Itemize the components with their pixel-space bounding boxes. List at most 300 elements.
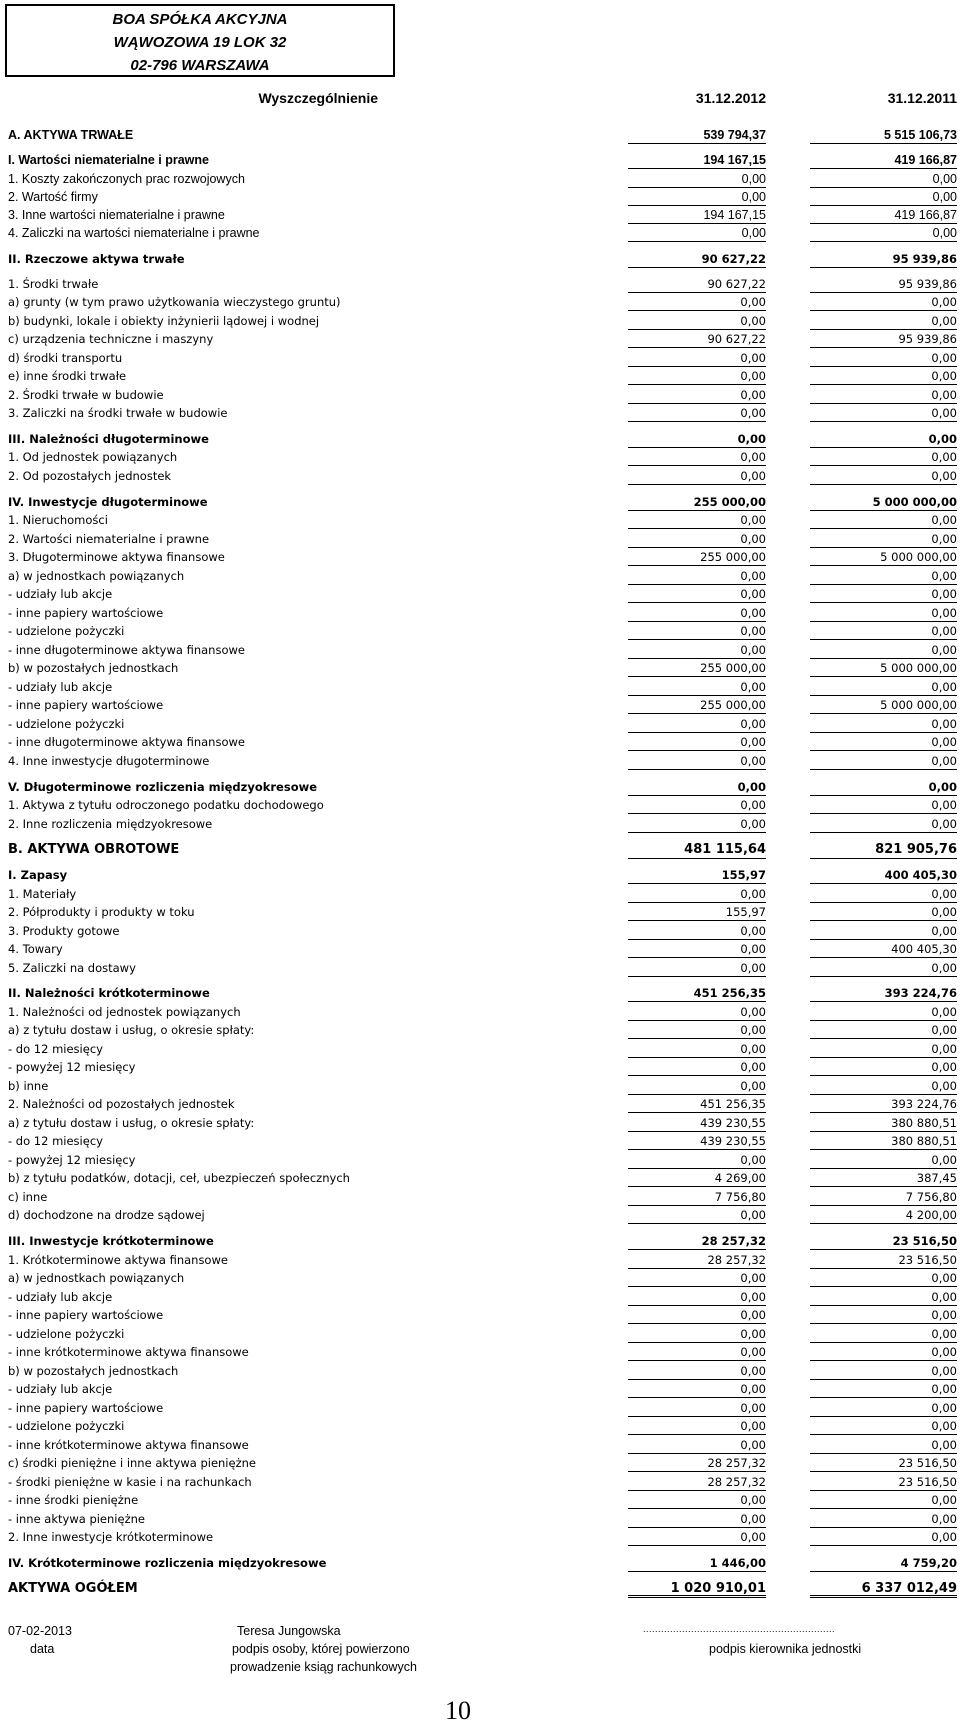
signature-head-line: ................................................................ (643, 1624, 836, 1634)
row-label: 1. Koszty zakończonych prac rozwojowych (8, 172, 245, 186)
column-header-2011: 31.12.2011 (887, 90, 957, 106)
row-value-2012: 0,00 (628, 752, 766, 770)
row-value-2012: 0,00 (628, 430, 766, 448)
row-value-2012: 0,00 (628, 1417, 766, 1435)
row-value-2011: 0,00 (810, 1417, 957, 1435)
row-value-2012: 1 020 910,01 (628, 1580, 766, 1598)
row-value-2011: 5 000 000,00 (810, 548, 957, 566)
row-value-2012: 0,00 (628, 467, 766, 485)
row-value-2011: 5 000 000,00 (810, 659, 957, 677)
row-label: III. Należności długoterminowe (8, 432, 209, 446)
table-row (0, 1454, 960, 1472)
table-row (0, 866, 960, 884)
row-label: 2. Środki trwałe w budowie (8, 388, 164, 402)
table-row (0, 567, 960, 585)
table-row (0, 1077, 960, 1095)
row-value-2012: 0,00 (628, 885, 766, 903)
table-row (0, 696, 960, 714)
row-value-2012: 0,00 (628, 796, 766, 814)
row-value-2011: 0,00 (810, 448, 957, 466)
row-value-2011: 393 224,76 (810, 984, 957, 1002)
row-value-2012: 90 627,22 (628, 330, 766, 348)
row-value-2011: 95 939,86 (810, 275, 957, 293)
row-label: 2. Od pozostałych jednostek (8, 469, 172, 483)
table-row (0, 1306, 960, 1324)
table-row (0, 733, 960, 751)
table-row (0, 1169, 960, 1187)
row-label: - inne papiery wartościowe (8, 698, 164, 712)
row-value-2012: 0,00 (628, 511, 766, 529)
table-row (0, 1554, 960, 1572)
row-label: - inne długoterminowe aktywa finansowe (8, 643, 245, 657)
table-row (0, 349, 960, 367)
table-row (0, 922, 960, 940)
row-label: 4. Zaliczki na wartości niematerialne i prawne (8, 226, 260, 240)
row-value-2012: 0,00 (628, 1306, 766, 1324)
table-row (0, 493, 960, 511)
row-value-2012: 0,00 (628, 715, 766, 733)
row-value-2011: 0,00 (810, 1269, 957, 1287)
table-row (0, 188, 960, 206)
row-label: b) w pozostałych jednostkach (8, 1364, 179, 1378)
table-row (0, 984, 960, 1002)
table-row (0, 1095, 960, 1113)
row-value-2012: 4 269,00 (628, 1169, 766, 1187)
row-label: 3. Długoterminowe aktywa finansowe (8, 550, 225, 564)
row-value-2011: 0,00 (810, 511, 957, 529)
row-label: 1. Materiały (8, 887, 77, 901)
table-row (0, 841, 960, 859)
table-row (0, 250, 960, 268)
page-number: 10 (445, 1696, 471, 1725)
row-value-2011: 0,00 (810, 1058, 957, 1076)
table-row (0, 940, 960, 958)
table-row (0, 548, 960, 566)
row-value-2011: 0,00 (810, 530, 957, 548)
row-value-2011: 0,00 (810, 715, 957, 733)
row-label: - udzielone pożyczki (8, 624, 125, 638)
row-value-2012: 0,00 (628, 778, 766, 796)
row-label: - udziały lub akcje (8, 680, 113, 694)
table-row (0, 1343, 960, 1361)
table-row (0, 641, 960, 659)
row-label: 3. Zaliczki na środki trwałe w budowie (8, 406, 228, 420)
table-row (0, 1003, 960, 1021)
table-row (0, 1232, 960, 1250)
table-row (0, 1473, 960, 1491)
row-value-2011: 0,00 (810, 1491, 957, 1509)
row-value-2011: 821 905,76 (810, 841, 957, 859)
row-label: - inne krótkoterminowe aktywa finansowe (8, 1438, 249, 1452)
row-label: - udziały lub akcje (8, 1290, 113, 1304)
row-value-2012: 0,00 (628, 567, 766, 585)
row-label: 1. Krótkoterminowe aktywa finansowe (8, 1253, 228, 1267)
row-value-2012: 0,00 (628, 367, 766, 385)
row-label: b) budynki, lokale i obiekty inżynierii lądowej i wodnej (8, 314, 320, 328)
row-value-2012: 481 115,64 (628, 841, 766, 859)
table-row (0, 467, 960, 485)
row-label: a) grunty (w tym prawo użytkowania wieczystego gruntu) (8, 295, 341, 309)
row-value-2011: 0,00 (810, 622, 957, 640)
row-value-2012: 0,00 (628, 386, 766, 404)
row-label: - udzielone pożyczki (8, 1327, 125, 1341)
row-value-2012: 28 257,32 (628, 1232, 766, 1250)
row-value-2011: 419 166,87 (810, 151, 957, 169)
row-value-2011: 0,00 (810, 885, 957, 903)
row-value-2011: 0,00 (810, 959, 957, 977)
signature-preparer-label-1: podpis osoby, której powierzono (232, 1642, 410, 1656)
row-value-2011: 0,00 (810, 430, 957, 448)
table-row (0, 1269, 960, 1287)
row-value-2012: 0,00 (628, 622, 766, 640)
row-value-2012: 28 257,32 (628, 1473, 766, 1491)
row-value-2011: 23 516,50 (810, 1473, 957, 1491)
column-header-2012: 31.12.2012 (695, 90, 766, 106)
table-row (0, 367, 960, 385)
row-value-2012: 439 230,55 (628, 1132, 766, 1150)
table-row (0, 224, 960, 242)
row-value-2012: 28 257,32 (628, 1454, 766, 1472)
row-label: - inne papiery wartościowe (8, 1308, 164, 1322)
row-value-2011: 393 224,76 (810, 1095, 957, 1113)
row-value-2011: 0,00 (810, 903, 957, 921)
row-value-2011: 0,00 (810, 796, 957, 814)
table-row (0, 1114, 960, 1132)
table-row (0, 1325, 960, 1343)
row-label: - udzielone pożyczki (8, 1419, 125, 1433)
row-value-2011: 23 516,50 (810, 1251, 957, 1269)
company-name: BOA SPÓŁKA AKCYJNA (112, 11, 288, 28)
row-value-2011: 0,00 (810, 349, 957, 367)
row-label: B. AKTYWA OBROTOWE (8, 842, 180, 857)
row-value-2011: 0,00 (810, 1510, 957, 1528)
row-label: 2. Wartość firmy (8, 190, 98, 204)
row-value-2012: 28 257,32 (628, 1251, 766, 1269)
row-value-2011: 0,00 (810, 224, 957, 242)
row-value-2012: 155,97 (628, 903, 766, 921)
row-value-2012: 0,00 (628, 678, 766, 696)
table-row (0, 330, 960, 348)
row-value-2012: 0,00 (628, 733, 766, 751)
row-value-2011: 23 516,50 (810, 1454, 957, 1472)
row-value-2012: 0,00 (628, 1206, 766, 1224)
row-value-2012: 539 794,37 (628, 126, 766, 144)
row-value-2011: 4 200,00 (810, 1206, 957, 1224)
row-value-2011: 380 880,51 (810, 1114, 957, 1132)
table-row (0, 1206, 960, 1224)
row-value-2011: 0,00 (810, 1021, 957, 1039)
row-value-2011: 0,00 (810, 1343, 957, 1361)
table-row (0, 293, 960, 311)
row-value-2011: 95 939,86 (810, 250, 957, 268)
row-value-2011: 0,00 (810, 170, 957, 188)
row-value-2012: 255 000,00 (628, 659, 766, 677)
row-value-2012: 0,00 (628, 1021, 766, 1039)
table-row (0, 1510, 960, 1528)
row-value-2011: 0,00 (810, 1325, 957, 1343)
row-value-2012: 0,00 (628, 1362, 766, 1380)
row-label: 2. Należności od pozostałych jednostek (8, 1097, 235, 1111)
row-label: 3. Inne wartości niematerialne i prawne (8, 208, 225, 222)
row-value-2011: 0,00 (810, 752, 957, 770)
row-label: 2. Półprodukty i produkty w toku (8, 905, 195, 919)
table-row (0, 1151, 960, 1169)
row-value-2011: 0,00 (810, 367, 957, 385)
row-label: 1. Od jednostek powiązanych (8, 450, 178, 464)
row-value-2012: 0,00 (628, 585, 766, 603)
row-label: I. Wartości niematerialne i prawne (8, 153, 209, 167)
row-value-2012: 0,00 (628, 170, 766, 188)
row-label: - inne papiery wartościowe (8, 1401, 164, 1415)
table-row (0, 1528, 960, 1546)
row-label: c) urządzenia techniczne i maszyny (8, 332, 214, 346)
row-value-2012: 0,00 (628, 1288, 766, 1306)
row-label: AKTYWA OGÓŁEM (8, 1581, 138, 1596)
table-row (0, 903, 960, 921)
signature-date-label: data (30, 1642, 55, 1656)
row-label: a) z tytułu dostaw i usług, o okresie spłaty: (8, 1116, 255, 1130)
row-label: b) w pozostałych jednostkach (8, 661, 179, 675)
row-value-2011: 95 939,86 (810, 330, 957, 348)
row-label: - do 12 miesięcy (8, 1042, 103, 1056)
row-label: 1. Należności od jednostek powiązanych (8, 1005, 241, 1019)
row-label: 1. Nieruchomości (8, 513, 108, 527)
row-value-2011: 5 000 000,00 (810, 696, 957, 714)
row-value-2012: 0,00 (628, 188, 766, 206)
row-value-2011: 0,00 (810, 386, 957, 404)
signature-date-value: 07-02-2013 (8, 1624, 72, 1638)
row-label: e) inne środki trwałe (8, 369, 127, 383)
row-label: II. Należności krótkoterminowe (8, 986, 210, 1000)
row-label: - inne krótkoterminowe aktywa finansowe (8, 1345, 249, 1359)
row-value-2011: 0,00 (810, 404, 957, 422)
row-value-2012: 0,00 (628, 1003, 766, 1021)
table-row (0, 1436, 960, 1454)
row-value-2012: 0,00 (628, 922, 766, 940)
row-label: - do 12 miesięcy (8, 1134, 103, 1148)
signature-preparer-label-2: prowadzenie ksiąg rachunkowych (230, 1660, 417, 1674)
row-value-2011: 5 000 000,00 (810, 493, 957, 511)
row-value-2012: 0,00 (628, 641, 766, 659)
table-row (0, 170, 960, 188)
table-row (0, 752, 960, 770)
row-label: - powyżej 12 miesięcy (8, 1153, 136, 1167)
table-row (0, 1580, 960, 1598)
row-value-2011: 0,00 (810, 1399, 957, 1417)
row-value-2012: 0,00 (628, 404, 766, 422)
row-value-2011: 419 166,87 (810, 206, 957, 224)
table-row (0, 1132, 960, 1150)
row-value-2011: 0,00 (810, 1306, 957, 1324)
table-row (0, 796, 960, 814)
row-value-2012: 0,00 (628, 1380, 766, 1398)
row-value-2012: 0,00 (628, 1343, 766, 1361)
row-value-2012: 0,00 (628, 604, 766, 622)
table-row (0, 1251, 960, 1269)
table-row (0, 715, 960, 733)
table-row (0, 1417, 960, 1435)
row-value-2012: 0,00 (628, 1058, 766, 1076)
row-label: b) inne (8, 1079, 49, 1093)
row-label: - środki pieniężne w kasie i na rachunkach (8, 1475, 252, 1489)
row-value-2011: 0,00 (810, 1077, 957, 1095)
row-label: d) dochodzone na drodze sądowej (8, 1208, 205, 1222)
row-label: A. AKTYWA TRWAŁE (8, 128, 134, 142)
row-value-2011: 387,45 (810, 1169, 957, 1187)
row-value-2012: 0,00 (628, 448, 766, 466)
row-value-2011: 23 516,50 (810, 1232, 957, 1250)
row-value-2011: 400 405,30 (810, 866, 957, 884)
row-value-2012: 0,00 (628, 1436, 766, 1454)
row-label: V. Długoterminowe rozliczenia międzyokresowe (8, 780, 318, 794)
row-value-2012: 451 256,35 (628, 984, 766, 1002)
row-value-2011: 0,00 (810, 733, 957, 751)
row-value-2012: 1 446,00 (628, 1554, 766, 1572)
row-label: I. Zapasy (8, 868, 68, 882)
table-row (0, 1188, 960, 1206)
row-value-2012: 0,00 (628, 1151, 766, 1169)
row-value-2011: 0,00 (810, 1436, 957, 1454)
row-value-2011: 7 756,80 (810, 1188, 957, 1206)
table-row (0, 404, 960, 422)
row-label: 5. Zaliczki na dostawy (8, 961, 136, 975)
row-value-2012: 0,00 (628, 1399, 766, 1417)
row-label: - udzielone pożyczki (8, 717, 125, 731)
row-label: - inne długoterminowe aktywa finansowe (8, 735, 245, 749)
row-value-2011: 380 880,51 (810, 1132, 957, 1150)
table-row (0, 386, 960, 404)
row-value-2012: 0,00 (628, 1528, 766, 1546)
table-row (0, 448, 960, 466)
table-row (0, 275, 960, 293)
table-row (0, 530, 960, 548)
signature-head-label: podpis kierownika jednostki (709, 1642, 862, 1656)
row-value-2012: 255 000,00 (628, 696, 766, 714)
row-value-2012: 0,00 (628, 349, 766, 367)
row-value-2012: 0,00 (628, 1077, 766, 1095)
row-label: 4. Inne inwestycje długoterminowe (8, 754, 210, 768)
row-label: - inne papiery wartościowe (8, 606, 164, 620)
row-value-2011: 0,00 (810, 1040, 957, 1058)
row-value-2011: 0,00 (810, 604, 957, 622)
table-row (0, 604, 960, 622)
table-row (0, 126, 960, 144)
row-value-2012: 0,00 (628, 959, 766, 977)
row-value-2012: 0,00 (628, 1325, 766, 1343)
row-value-2011: 0,00 (810, 815, 957, 833)
row-value-2011: 0,00 (810, 1362, 957, 1380)
row-value-2012: 0,00 (628, 940, 766, 958)
row-value-2011: 0,00 (810, 585, 957, 603)
row-value-2011: 0,00 (810, 1003, 957, 1021)
row-label: 1. Aktywa z tytułu odroczonego podatku dochodowego (8, 798, 324, 812)
row-value-2012: 0,00 (628, 224, 766, 242)
row-label: 2. Wartości niematerialne i prawne (8, 532, 210, 546)
table-row (0, 1362, 960, 1380)
table-row (0, 430, 960, 448)
row-value-2011: 0,00 (810, 1380, 957, 1398)
row-value-2011: 0,00 (810, 1288, 957, 1306)
table-row (0, 885, 960, 903)
row-value-2011: 5 515 106,73 (810, 126, 957, 144)
row-label: a) z tytułu dostaw i usług, o okresie spłaty: (8, 1023, 255, 1037)
table-row (0, 1380, 960, 1398)
row-value-2012: 155,97 (628, 866, 766, 884)
row-label: II. Rzeczowe aktywa trwałe (8, 252, 185, 266)
row-value-2012: 255 000,00 (628, 493, 766, 511)
row-value-2012: 90 627,22 (628, 250, 766, 268)
row-value-2012: 0,00 (628, 530, 766, 548)
row-label: - powyżej 12 miesięcy (8, 1060, 136, 1074)
row-label: c) inne (8, 1190, 48, 1204)
row-value-2012: 0,00 (628, 1040, 766, 1058)
row-label: IV. Krótkoterminowe rozliczenia międzyokresowe (8, 1556, 327, 1570)
row-value-2011: 0,00 (810, 778, 957, 796)
table-row (0, 312, 960, 330)
row-label: - udziały lub akcje (8, 1382, 113, 1396)
table-row (0, 511, 960, 529)
column-header-label: Wyszczególnienie (258, 90, 378, 106)
row-value-2012: 90 627,22 (628, 275, 766, 293)
row-label: 2. Inne inwestycje krótkoterminowe (8, 1530, 214, 1544)
row-label: 1. Środki trwałe (8, 277, 99, 291)
table-row (0, 206, 960, 224)
table-row (0, 1288, 960, 1306)
row-value-2011: 0,00 (810, 567, 957, 585)
row-label: b) z tytułu podatków, dotacji, ceł, ubezpieczeń społecznych (8, 1171, 350, 1185)
row-value-2012: 194 167,15 (628, 151, 766, 169)
row-label: 2. Inne rozliczenia międzyokresowe (8, 817, 213, 831)
row-value-2011: 0,00 (810, 922, 957, 940)
row-value-2012: 0,00 (628, 1269, 766, 1287)
row-label: c) środki pieniężne i inne aktywa pieniężne (8, 1456, 256, 1470)
row-label: - udziały lub akcje (8, 587, 113, 601)
row-label: a) w jednostkach powiązanych (8, 569, 185, 583)
table-row (0, 678, 960, 696)
row-label: - inne środki pieniężne (8, 1493, 139, 1507)
row-value-2012: 194 167,15 (628, 206, 766, 224)
table-row (0, 1491, 960, 1509)
row-value-2011: 0,00 (810, 467, 957, 485)
row-label: - inne aktywa pieniężne (8, 1512, 145, 1526)
table-row (0, 778, 960, 796)
row-value-2011: 400 405,30 (810, 940, 957, 958)
row-value-2011: 0,00 (810, 293, 957, 311)
row-value-2011: 0,00 (810, 678, 957, 696)
row-value-2011: 0,00 (810, 188, 957, 206)
table-row (0, 151, 960, 169)
row-value-2011: 0,00 (810, 641, 957, 659)
company-street: WĄWOZOWA 19 LOK 32 (113, 34, 287, 51)
row-value-2012: 7 756,80 (628, 1188, 766, 1206)
row-label: III. Inwestycje krótkoterminowe (8, 1234, 214, 1248)
signature-preparer-name: Teresa Jungowska (237, 1624, 341, 1638)
row-value-2012: 255 000,00 (628, 548, 766, 566)
row-label: 4. Towary (8, 942, 63, 956)
row-value-2011: 0,00 (810, 1151, 957, 1169)
row-value-2011: 0,00 (810, 312, 957, 330)
table-row (0, 815, 960, 833)
row-value-2012: 0,00 (628, 312, 766, 330)
row-value-2012: 439 230,55 (628, 1114, 766, 1132)
row-value-2012: 0,00 (628, 1491, 766, 1509)
row-label: IV. Inwestycje długoterminowe (8, 495, 208, 509)
row-value-2012: 0,00 (628, 293, 766, 311)
row-label: d) środki transportu (8, 351, 123, 365)
row-label: 3. Produkty gotowe (8, 924, 120, 938)
company-city: 02-796 WARSZAWA (130, 57, 270, 74)
row-value-2012: 451 256,35 (628, 1095, 766, 1113)
